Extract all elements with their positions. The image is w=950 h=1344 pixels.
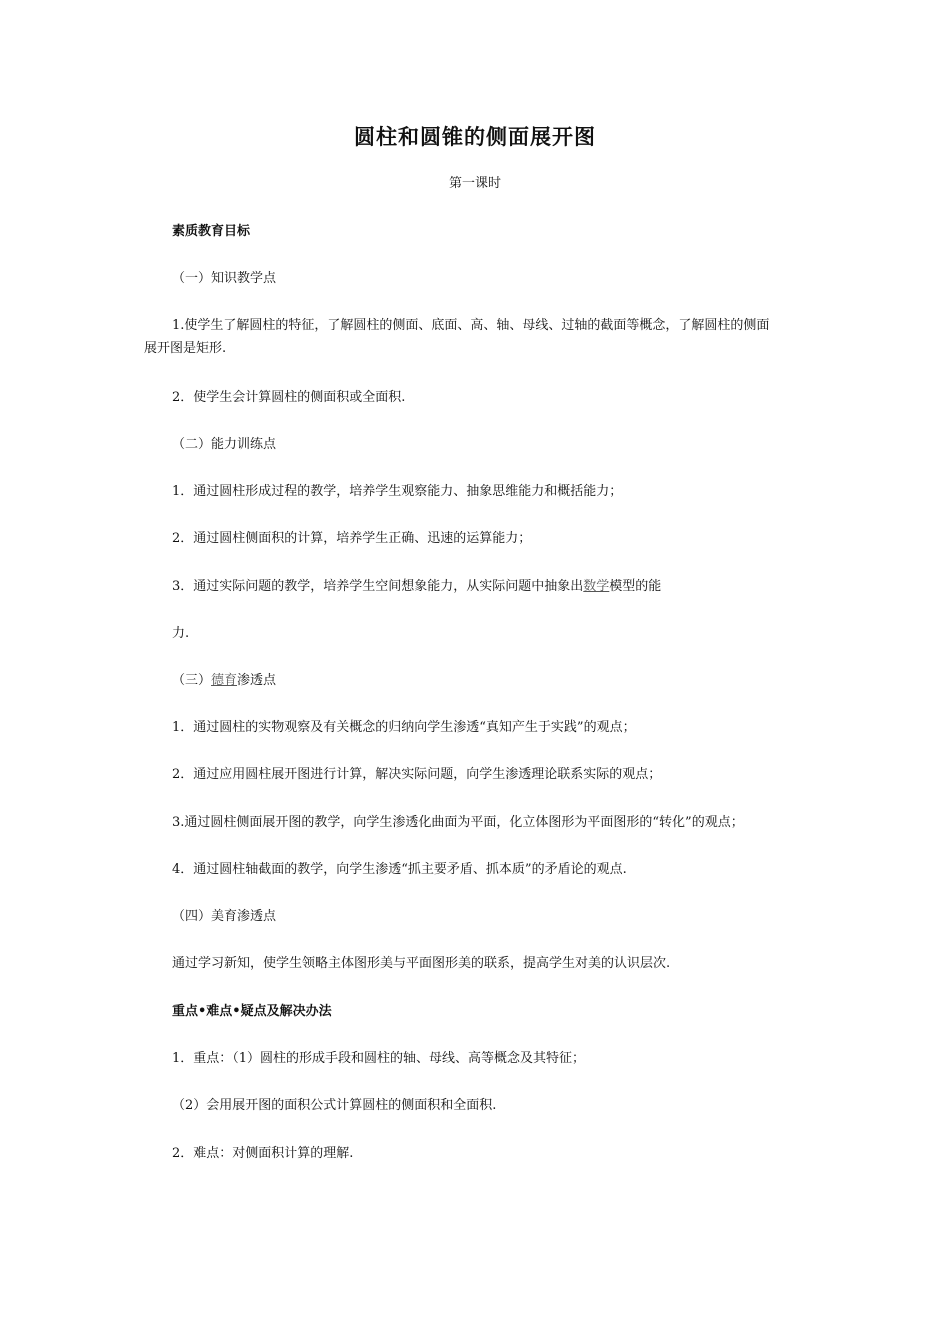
text-span: 模型的能 — [609, 579, 662, 594]
paragraph-line: 1．通过圆柱形成过程的教学，培养学生观察能力、抽象思维能力和概括能力； — [172, 484, 623, 499]
text-span: （三） — [172, 673, 212, 688]
lesson-subtitle: 第一课时 — [448, 176, 501, 191]
math-link[interactable]: 数学 — [583, 579, 610, 594]
paragraph-line: 力. — [172, 626, 190, 641]
paragraph-line: 2．使学生会计算圆柱的侧面积或全面积. — [172, 390, 406, 405]
paragraph-line — [172, 578, 661, 596]
part-label-knowledge: （一）知识教学点 — [172, 271, 277, 286]
paragraph-line: 4．通过圆柱轴截面的教学，向学生渗透“抓主要矛盾、抓本质”的矛盾论的观点. — [172, 862, 627, 877]
moral-education-link[interactable]: 德育 — [211, 673, 238, 688]
text-span: 3．通过实际问题的教学，培养学生空间想象能力，从实际问题中抽象出 — [172, 579, 584, 594]
paragraph-line: 1．通过圆柱的实物观察及有关概念的归纳向学生渗透“真知产生于实践”的观点； — [172, 720, 636, 735]
part-label-aesthetic: （四）美育渗透点 — [172, 909, 277, 924]
part-label-moral — [172, 672, 276, 690]
paragraph-line: （2）会用展开图的面积公式计算圆柱的侧面积和全面积. — [172, 1098, 497, 1113]
paragraph-line: 2．通过圆柱侧面积的计算，培养学生正确、迅速的运算能力； — [172, 531, 532, 546]
page-title: 圆柱和圆锥的侧面展开图 — [354, 125, 596, 149]
paragraph-line: 1.使学生了解圆柱的特征，了解圆柱的侧面、底面、高、轴、母线、过轴的截面等概念，了解圆柱的侧面 — [172, 318, 770, 333]
paragraph-line: 1．重点：（1）圆柱的形成手段和圆柱的轴、母线、高等概念及其特征； — [172, 1051, 586, 1066]
section-heading-goals: 素质教育目标 — [172, 224, 251, 239]
paragraph-line: 展开图是矩形. — [144, 341, 227, 356]
paragraph-line: 2．难点：对侧面积计算的理解. — [172, 1146, 354, 1161]
paragraph-line: 3.通过圆柱侧面展开图的教学，向学生渗透化曲面为平面，化立体图形为平面图形的“转化”的观点； — [172, 815, 744, 830]
section-heading-keypoints: 重点•难点•疑点及解决办法 — [172, 1004, 332, 1019]
part-label-ability: （二）能力训练点 — [172, 437, 277, 452]
paragraph-line: 2．通过应用圆柱展开图进行计算，解决实际问题，向学生渗透理论联系实际的观点； — [172, 767, 662, 782]
text-span: 渗透点 — [237, 673, 277, 688]
paragraph-line: 通过学习新知，使学生领略主体图形美与平面图形美的联系，提高学生对美的认识层次. — [172, 956, 671, 971]
